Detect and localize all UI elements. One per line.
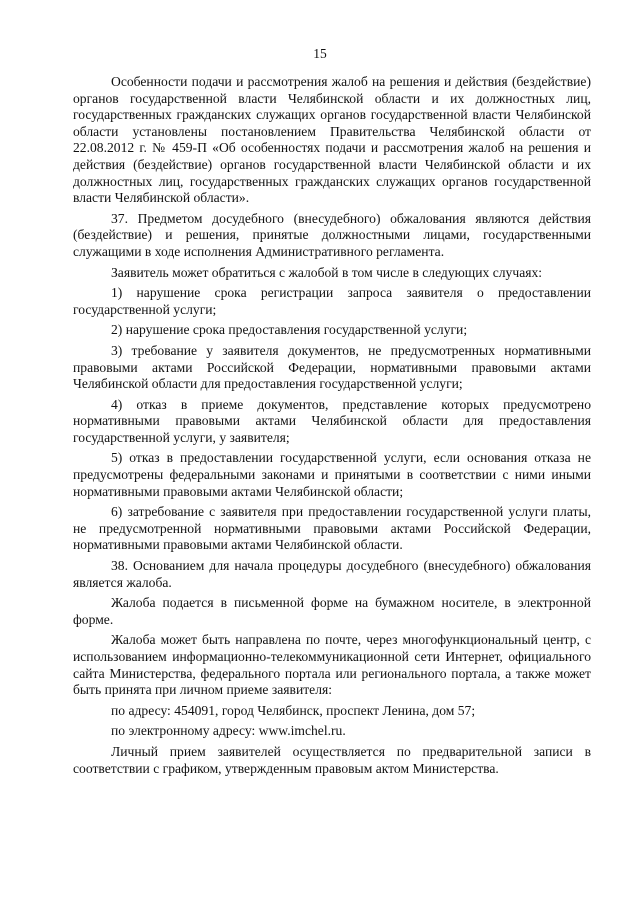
paragraph-postal-address: по адресу: 454091, город Челябинск, проспект Ленина, дом 57; [111,702,476,718]
list-item-5: 5) отказ в предоставлении государственной услуги, если основания отказа не предусмотрены федеральными законами и принятыми в соответствии с ними иными нормативными правовыми актами Челябинской области; [73,450,591,499]
paragraph-cases-intro: Заявитель может обратиться с жалобой в том числе в следующих случаях: [111,264,543,280]
document-body [73,74,591,777]
paragraph-complaint-channels: Жалоба может быть направлена по почте, через многофункциональный центр, с использованием информационно-телекоммуникационной сети Интернет, официального сайта Министерства, федерального портала или регионального портала, а также может быть принята при личном приеме заявителя: [73,632,591,698]
list-item-1: 1) нарушение срока регистрации запроса заявителя о предоставлении государственной услуги; [73,285,591,317]
paragraph-37-subject: 37. Предметом досудебного (внесудебного) обжалования являются действия (бездействие) и решения, принятые должностными лицами, государственными служащими в ходе исполнения Административного регламента. [73,210,591,259]
paragraph-complaint-form: Жалоба подается в письменной форме на бумажном носителе, в электронной форме. [73,595,591,627]
paragraph-complaint-procedure: Особенности подачи и рассмотрения жалоб на решения и действия (бездействие) органов государственной власти Челябинской области и их должностных лиц, государственных гражданских служащих органов государственной власти Челябинской области установлены постановлением Правительства Челябинской области от 22.08.2012 г. № 459-П «Об особенностях подачи и рассмотрения жалоб на решения и действия (бездействие) органов государственной власти Челябинской области и их должностных лиц, государственных гражданских служащих органов государственной власти Челябинской области». [73,74,591,206]
list-item-4: 4) отказ в приеме документов, представление которых предусмотрено нормативными правовыми актами Челябинской области для предоставления государственной услуги, у заявителя; [73,396,591,445]
list-item-2: 2) нарушение срока предоставления государственной услуги; [111,322,468,338]
paragraph-38-grounds: 38. Основанием для начала процедуры досудебного (внесудебного) обжалования является жалоба. [73,558,591,590]
paragraph-personal-reception: Личный прием заявителей осуществляется по предварительной записи в соответствии с графиком, утвержденным правовым актом Министерства. [73,743,591,776]
list-item-6: 6) затребование с заявителя при предоставлении государственной услуги платы, не предусмотренной нормативными правовыми актами Российской Федерации, нормативными правовыми актами Челябинской области. [73,504,591,553]
list-item-3: 3) требование у заявителя документов, не предусмотренных нормативными правовыми актами Российской Федерации, нормативными правовыми актами Челябинской области для предоставления государственной услуги; [73,342,591,392]
paragraph-email-address: по электронному адресу: www.imchel.ru. [111,723,346,739]
page-number: 15 [313,46,327,61]
